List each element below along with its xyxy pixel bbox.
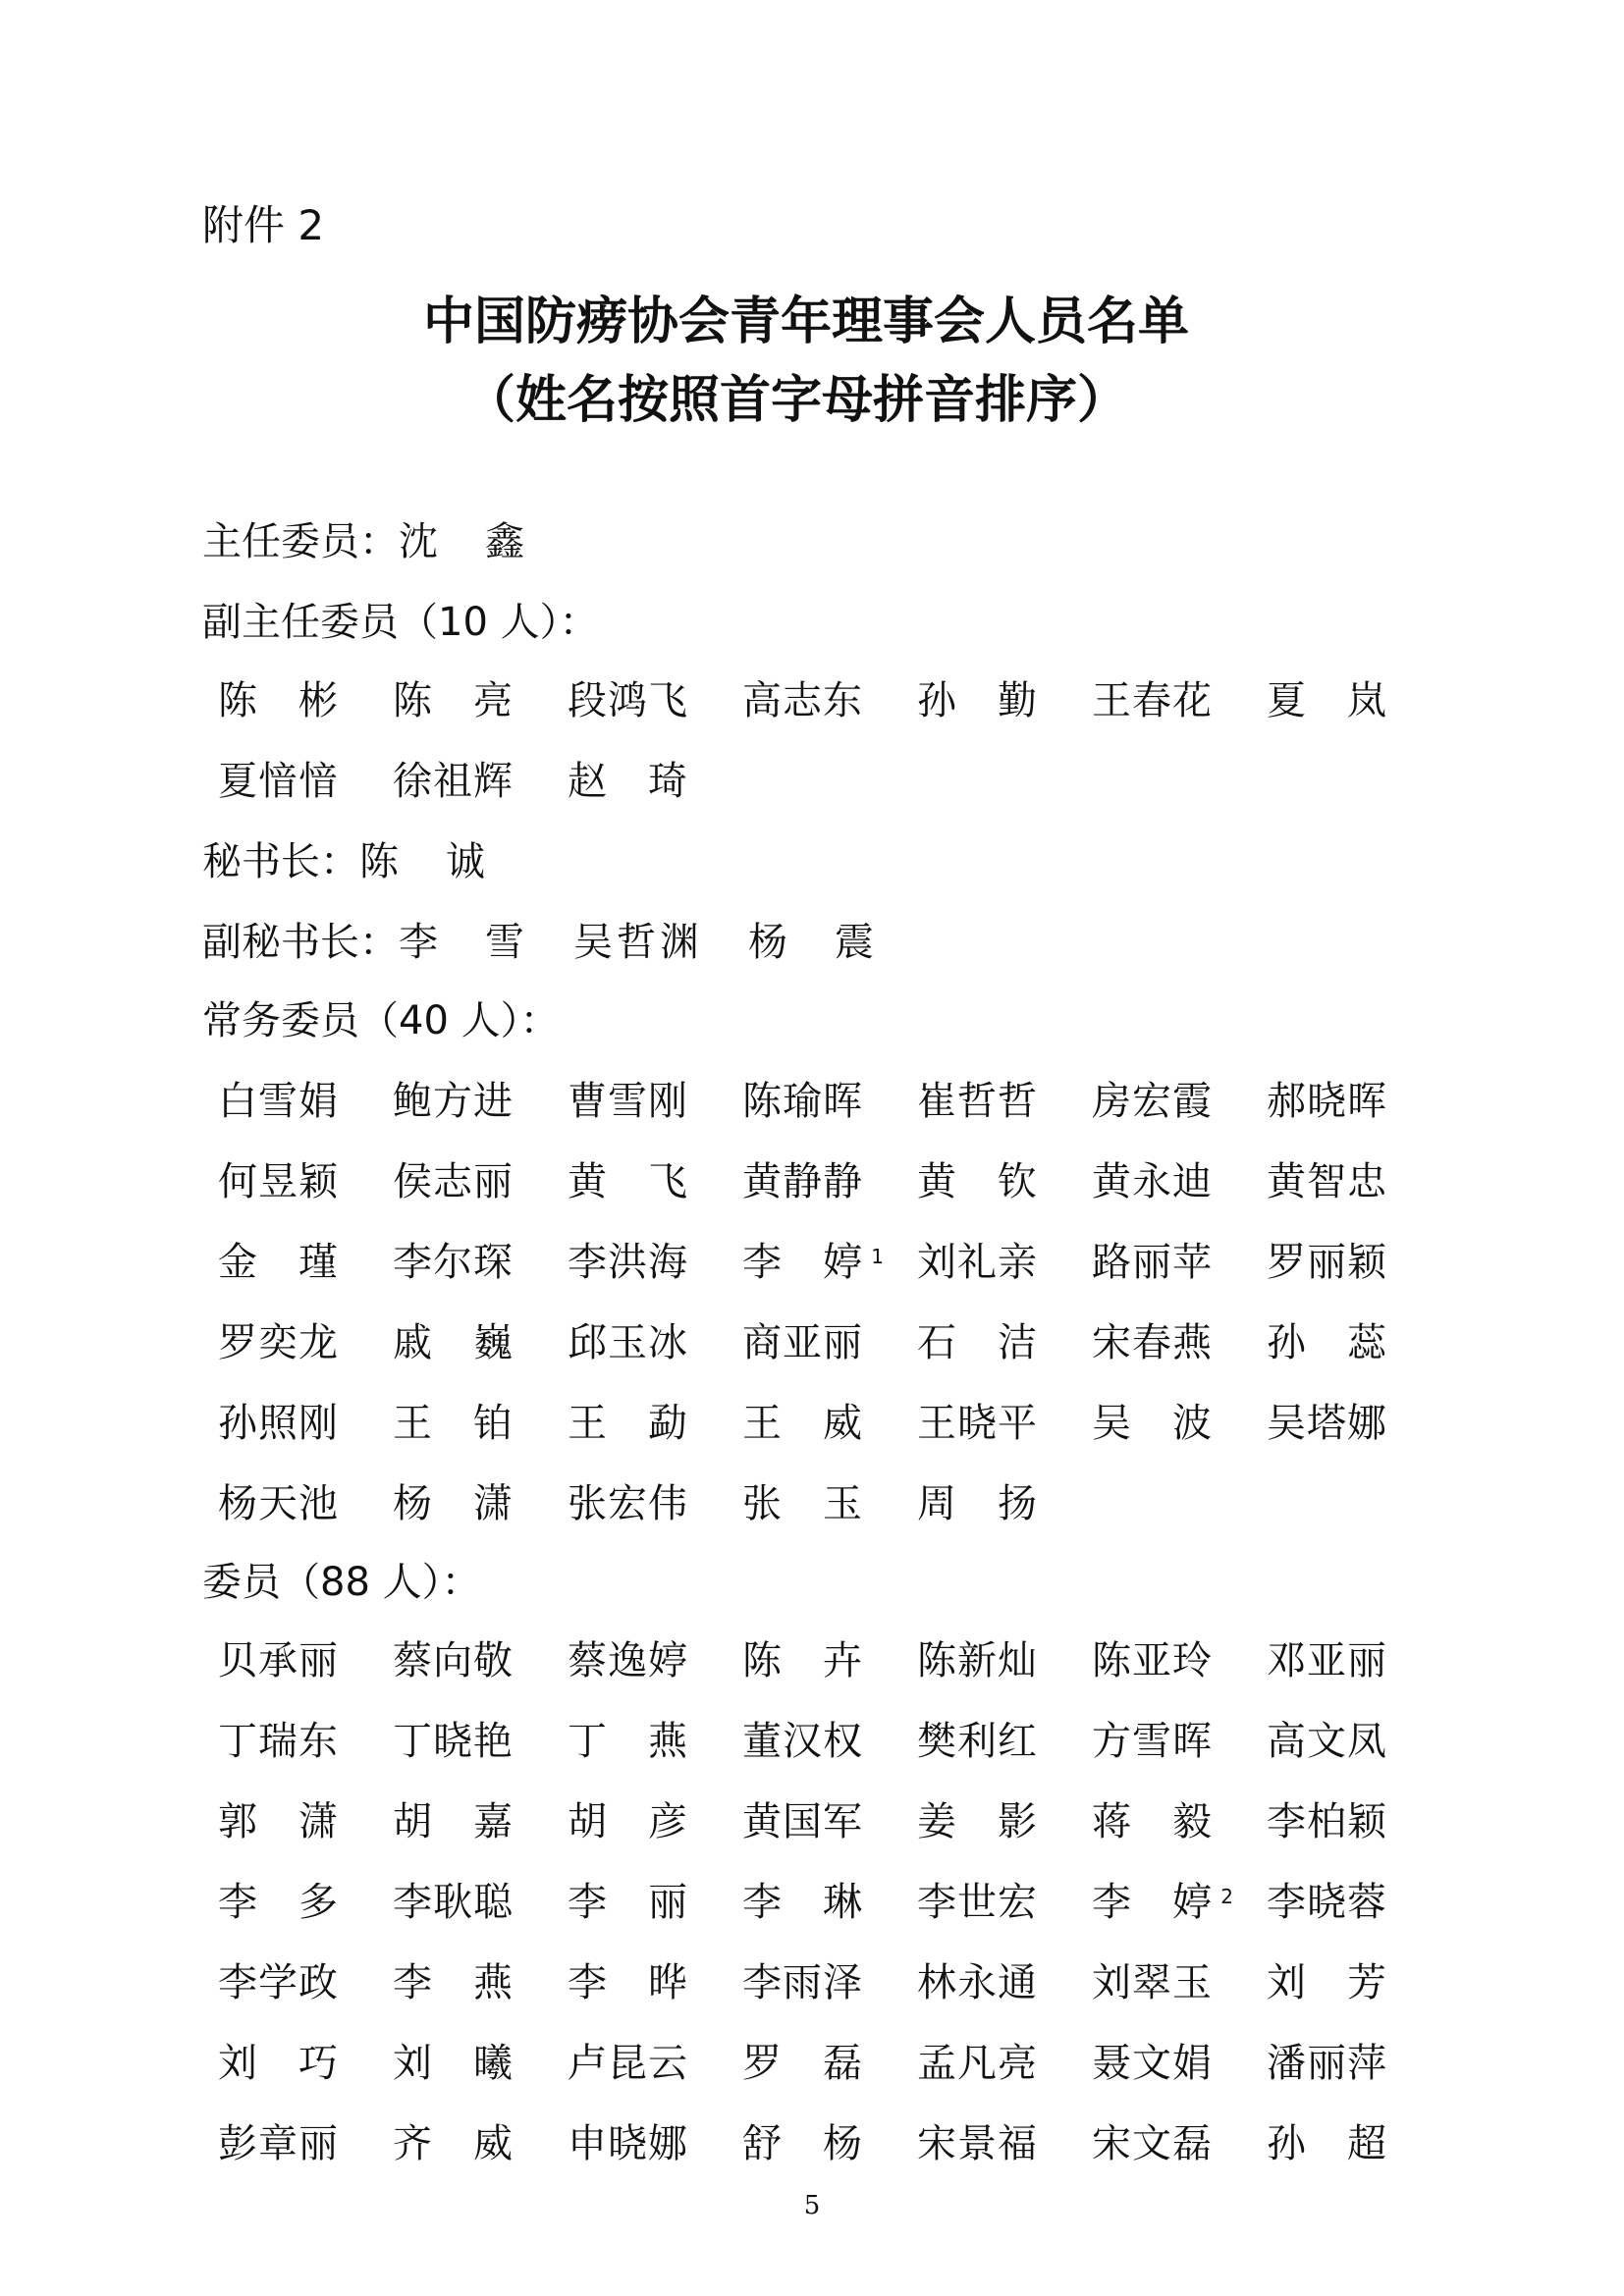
person-name: 蔡逸婷 [568, 1638, 687, 1683]
person-name: 李世宏 [917, 1880, 1037, 1925]
person-name: 刘翠玉 [1092, 1960, 1212, 2005]
person-name: 黄 飞 [568, 1159, 687, 1204]
chairman-label: 主任委员： [202, 519, 399, 564]
person-name: 董汉权 [742, 1719, 862, 1764]
person-name: 金 瑾 [218, 1240, 338, 1285]
name-row [218, 1712, 1426, 1792]
person-name: 宋春燕 [1092, 1320, 1212, 1365]
person-name: 舒 杨 [742, 2121, 862, 2166]
person-name: 罗 磊 [742, 2041, 862, 2086]
person-name: 黄 钦 [917, 1159, 1037, 1204]
person-name: 孙 蕊 [1267, 1320, 1386, 1365]
person-name: 段鸿飞 [568, 678, 687, 723]
name-row [218, 1631, 1426, 1712]
deputy-secretaries-line [202, 913, 923, 972]
chairman-name: 沈 鑫 [399, 519, 524, 564]
person-name: 路丽苹 [1092, 1240, 1212, 1285]
members-heading: 委员（88 人）： [202, 1560, 481, 1605]
person-name: 王春花 [1092, 678, 1212, 723]
secretary-general-label: 秘书长： [202, 839, 359, 884]
person-name: 胡 嘉 [393, 1799, 513, 1844]
person-name: 陈 卉 [742, 1638, 862, 1683]
person-name: 李耿聪 [393, 1880, 513, 1925]
person-name: 李洪海 [568, 1240, 687, 1285]
chairman-line [202, 512, 573, 571]
vice-chairmen-heading: 副主任委员（10 人）： [202, 600, 599, 645]
person-name: 王 勐 [568, 1401, 687, 1446]
person-name: 李 丽 [568, 1880, 687, 1925]
person-name: 孙 超 [1267, 2121, 1386, 2166]
person-name: 丁瑞东 [218, 1719, 338, 1764]
person-name: 鲍方进 [393, 1079, 513, 1124]
person-name: 黄静静 [742, 1159, 862, 1204]
person-name: 石 洁 [917, 1320, 1037, 1365]
person-name: 刘 曦 [393, 2041, 513, 2086]
person-name: 商亚丽 [742, 1320, 862, 1365]
page-number: 5 [803, 2191, 821, 2220]
person-name: 杨天池 [218, 1481, 338, 1526]
person-name: 李 婷 2 [1092, 1873, 1212, 1932]
person-name: 齐 威 [393, 2121, 513, 2166]
person-name: 丁 燕 [568, 1719, 687, 1764]
name-row [218, 1792, 1426, 1873]
person-name: 王 铂 [393, 1401, 513, 1446]
deputy-secretary-name: 李 雪 [399, 920, 524, 965]
standing-members-list [218, 1072, 1426, 1555]
person-name: 刘 巧 [218, 2041, 338, 2086]
person-name: 黄永迪 [1092, 1159, 1212, 1204]
person-name: 周 扬 [917, 1481, 1037, 1526]
person-name: 李晓蓉 [1267, 1880, 1386, 1925]
deputy-secretary-name: 杨 震 [748, 920, 874, 965]
person-name: 吴 波 [1092, 1401, 1212, 1446]
person-name: 卢昆云 [568, 2041, 687, 2086]
person-name: 吴塔娜 [1267, 1401, 1386, 1446]
person-name: 李 燕 [393, 1960, 513, 2005]
person-name: 徐祖辉 [393, 759, 513, 804]
name-row [218, 2034, 1426, 2114]
person-name: 宋文磊 [1092, 2121, 1212, 2166]
attachment-label: 附件 2 [202, 201, 325, 249]
person-name: 张宏伟 [568, 1481, 687, 1526]
person-name: 李 晔 [568, 1960, 687, 2005]
person-name: 崔哲哲 [917, 1079, 1037, 1124]
deputy-secretary-name: 吴哲渊 [573, 920, 699, 965]
person-name: 黄智忠 [1267, 1159, 1386, 1204]
person-name: 李雨泽 [742, 1960, 862, 2005]
person-name: 李柏颖 [1267, 1799, 1386, 1844]
person-name: 邱玉冰 [568, 1320, 687, 1365]
person-name: 李尔琛 [393, 1240, 513, 1285]
name-row [218, 1233, 1426, 1313]
person-name: 黄国军 [742, 1799, 862, 1844]
person-name: 高志东 [742, 678, 862, 723]
secretary-general-line [202, 832, 534, 891]
document-subtitle: （姓名按照首字母拼音排序） [463, 370, 1128, 430]
person-name: 李学政 [218, 1960, 338, 2005]
person-name: 孙照刚 [218, 1401, 338, 1446]
person-name: 戚 巍 [393, 1320, 513, 1365]
person-name: 陈 亮 [393, 678, 513, 723]
name-row [218, 1953, 1426, 2034]
secretary-general-name: 陈 诚 [359, 839, 485, 884]
members-list [218, 1631, 1426, 2195]
deputy-secretaries-label: 副秘书长： [202, 920, 399, 965]
person-name: 杨 潇 [393, 1481, 513, 1526]
vice-chairmen-list [218, 671, 1426, 832]
person-name: 宋景福 [917, 2121, 1037, 2166]
person-name: 陈新灿 [917, 1638, 1037, 1683]
name-row [218, 1394, 1426, 1474]
document-title: 中国防痨协会青年理事会人员名单 [422, 292, 1189, 351]
person-name: 贝承丽 [218, 1638, 338, 1683]
person-name: 方雪晖 [1092, 1719, 1212, 1764]
person-name: 白雪娟 [218, 1079, 338, 1124]
person-name: 刘 芳 [1267, 1960, 1386, 2005]
person-name: 王晓平 [917, 1401, 1037, 1446]
name-row [218, 1474, 1426, 1555]
standing-members-heading: 常务委员（40 人）： [202, 998, 560, 1043]
person-name: 李 琳 [742, 1880, 862, 1925]
person-name: 张 玉 [742, 1481, 862, 1526]
person-name: 聂文娟 [1092, 2041, 1212, 2086]
person-name: 房宏霞 [1092, 1079, 1212, 1124]
person-name: 赵 琦 [568, 759, 687, 804]
footnote-mark: 1 [871, 1245, 884, 1268]
person-name: 侯志丽 [393, 1159, 513, 1204]
person-name: 刘礼亲 [917, 1240, 1037, 1285]
name-row [218, 1873, 1426, 1953]
person-name: 孙 勤 [917, 678, 1037, 723]
name-row [218, 2114, 1426, 2195]
person-name: 郭 潇 [218, 1799, 338, 1844]
person-name: 夏 岚 [1267, 678, 1386, 723]
name-row [218, 671, 1426, 752]
person-name: 孟凡亮 [917, 2041, 1037, 2086]
person-name: 李 多 [218, 1880, 338, 1925]
name-row [218, 1072, 1426, 1152]
person-name: 彭章丽 [218, 2121, 338, 2166]
footnote-mark: 2 [1220, 1885, 1233, 1908]
person-name: 何昱颖 [218, 1159, 338, 1204]
person-name: 胡 彦 [568, 1799, 687, 1844]
name-row [218, 1152, 1426, 1233]
person-name: 高文凤 [1267, 1719, 1386, 1764]
person-name: 郝晓晖 [1267, 1079, 1386, 1124]
person-name: 姜 影 [917, 1799, 1037, 1844]
person-name: 蔡向敬 [393, 1638, 513, 1683]
name-row [218, 1313, 1426, 1394]
person-name: 陈瑜晖 [742, 1079, 862, 1124]
person-name: 夏愔愔 [218, 759, 338, 804]
person-name: 罗奕龙 [218, 1320, 338, 1365]
person-name: 李 婷 1 [742, 1233, 862, 1292]
person-name: 邓亚丽 [1267, 1638, 1386, 1683]
person-name: 蒋 毅 [1092, 1799, 1212, 1844]
person-name: 陈亚玲 [1092, 1638, 1212, 1683]
person-name: 罗丽颖 [1267, 1240, 1386, 1285]
person-name: 陈 彬 [218, 678, 338, 723]
person-name: 申晓娜 [568, 2121, 687, 2166]
person-name: 潘丽萍 [1267, 2041, 1386, 2086]
person-name: 丁晓艳 [393, 1719, 513, 1764]
person-name: 王 威 [742, 1401, 862, 1446]
person-name: 樊利红 [917, 1719, 1037, 1764]
person-name: 曹雪刚 [568, 1079, 687, 1124]
name-row [218, 752, 1426, 832]
person-name: 林永通 [917, 1960, 1037, 2005]
